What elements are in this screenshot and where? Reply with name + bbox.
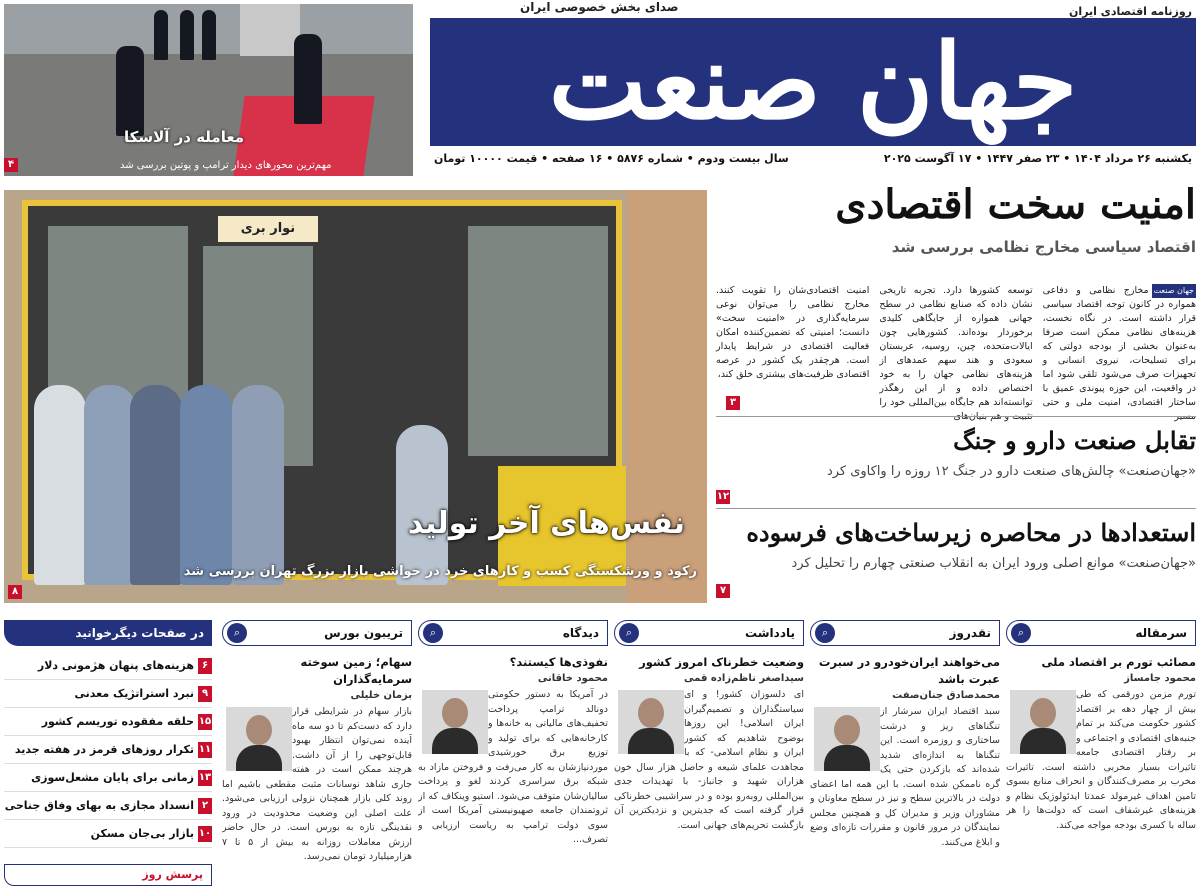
masthead — [430, 0, 1196, 176]
column-author: محمدصادق جنان‌صفت — [892, 690, 1000, 701]
column-body: ای دلسوزان کشور! و ای سیاستگذاران و تصمیم‌گیران ایران اسلامی! این روزها بوضوح شاهدیم که کشور ایران و نظام اسلامی- که با مجاهدت علمای شیعه و حاصل هزار سال خون هزاران شهید و جانباز- با تهدیدات جدی بین‌المللی روبه‌رو بوده و در سراشیبی خطرناکی قرار گرفته است که جدیترین و نزدیکترین آن بازگشت تحریم‌های جهانی است. — [614, 689, 804, 831]
author-portrait — [814, 707, 880, 771]
divider — [716, 416, 1196, 417]
column-body: بازار سهام در شرایطی قرار دارد که دست‌کم تا دو سه ماه آینده نمی‌توان انتظار بهبود قابل‌توجهی را از آن داشت. هرچند ممکن است در هفته جاری شاهد نوسانات مثبت مقطعی باشیم اما روند کلی بازار همچنان نزولی ارزیابی می‌شود. علت اصلی این وضعیت محدودیت در ورود نقدینگی تازه به بورس است. در حال حاضر ارزش معاملات روزانه به بیش از ۵ تا ۷ هزارمیلیارد تومان نمی‌رسد. — [222, 706, 412, 862]
page-number-badge: ۸ — [8, 585, 22, 599]
photo-title: نفس‌های آخر تولید — [407, 506, 685, 541]
aircraft-stairs — [240, 4, 300, 56]
page-number-badge: ۹ — [198, 686, 212, 702]
page-number-badge: ۱۱ — [198, 742, 212, 758]
newspaper-type: روزنامه اقتصادی ایران — [1069, 5, 1192, 18]
page-number-badge: ۳ — [726, 396, 740, 410]
opinion-column[interactable] — [418, 620, 608, 886]
lead-story[interactable] — [716, 180, 1196, 256]
other-pages-title: در صفحات دیگرخوانید — [4, 620, 212, 646]
page-number-badge: ۴ — [4, 158, 18, 172]
column-header: نقدروز ⌕ — [810, 620, 1000, 646]
page-number-badge: ۱۲ — [716, 491, 730, 502]
shop-window — [468, 226, 608, 456]
lead-column-2: توسعه کشورها دارد. تجربه تاریخی نشان داده که صنایع نظامی در سطح جهانی همواره از جایگاهی کلیدی برخوردار بوده‌اند. کشورهایی چون ایالات‌متحده، چین، روسیه، عربستان سعودی و هند سهم عمدهای از هزینه‌های نظامی جهان را به خود اختصاص داده و از این رهگذر توانسته‌اند هم جایگاه بین‌المللی خود را — [879, 285, 1033, 408]
column-author: محمود خاقانی — [537, 673, 608, 684]
column-title: می‌خواهند ایران‌خودرو در سبرت عبرت باشد — [818, 655, 1000, 686]
author-portrait — [226, 707, 292, 771]
list-item[interactable]: ۱۰ بازار بی‌جان مسکن — [4, 820, 212, 848]
column-author: سیداصغر ناظم‌زاده قمی — [684, 673, 804, 684]
person-figure — [116, 46, 144, 136]
column-author: بزمان خلیلی — [350, 690, 412, 701]
photo-title: معامله در آلاسکا — [124, 128, 245, 146]
lead-subheadline: اقتصاد سیاسی مخارج نظامی بررسی شد — [891, 238, 1196, 256]
fabric-roll — [396, 425, 448, 585]
person-figure — [154, 10, 168, 60]
list-item[interactable]: ۶ هزینه‌های پنهان هژمونی دلار — [4, 652, 212, 680]
main-photo-story[interactable] — [4, 190, 707, 603]
top-photo-story[interactable] — [4, 4, 413, 176]
tagline: صدای بخش خصوصی ایران — [520, 0, 679, 14]
story-item[interactable] — [716, 424, 1196, 504]
page-number-badge: ۱۵ — [198, 714, 212, 730]
author-portrait — [1010, 690, 1076, 754]
fabric-roll — [232, 385, 284, 585]
list-item[interactable]: ۱۱ تکرار روزهای قرمز در هفته جدید — [4, 736, 212, 764]
column-title: مصائب تورم بر اقتصاد ملی — [1041, 655, 1196, 669]
page-number-badge: ۱۰ — [198, 826, 212, 842]
question-of-day[interactable]: پرسش روز — [4, 864, 212, 886]
list-item[interactable]: ۱۳ زمانی برای پایان مشعل‌سوزی — [4, 764, 212, 792]
fabric-roll — [180, 385, 232, 585]
story-headline: تقابل صنعت دارو و جنگ — [953, 426, 1196, 455]
date-text: یکشنبه ۲۶ مرداد ۱۴۰۴ • ۲۳ صفر ۱۴۴۷ • ۱۷ آگوست ۲۰۲۵ — [883, 152, 1192, 165]
person-figure — [294, 34, 322, 124]
list-item[interactable]: ۲ انسداد مجازی به بهای وفاق جناحی — [4, 792, 212, 820]
column-body: در آمریکا به دستور حکومتی دونالد ترامپ پرداخت تخفیف‌های مالیاتی به خانه‌ها و کارخانه‌هایی که برای تولید و توزیع برق خورشیدی موردنیازشان به کار می‌رفت و فروختن مازاد به شبکه برق سراسری کردند لغو و پرداخت سالیان‌شان متوقف می‌شود. استیو وینکاف که از ثروتمندان جامعه صهیونیستی آمریکا است از سوی دولت ترامپ به ریاست ارزیابی و تصرف... — [418, 689, 608, 845]
fabric-roll — [130, 385, 182, 585]
opinion-column[interactable] — [1006, 620, 1196, 886]
opinion-column[interactable] — [222, 620, 412, 886]
column-title: وضعیت خطرناک امروز کشور — [639, 655, 804, 669]
page-number-badge: ۱۳ — [198, 770, 212, 786]
logo-text: جهان صنعت — [548, 20, 1078, 143]
story-headline: استعدادها در محاصره زیرساخت‌های فرسوده — [746, 518, 1196, 547]
person-figure — [202, 10, 216, 60]
dateline — [434, 152, 1192, 165]
other-pages-box — [4, 620, 212, 886]
author-portrait — [618, 690, 684, 754]
fabric-roll — [34, 385, 86, 585]
column-body: تورم مزمن دورقمی که طی بیش از چهار دهه بر اقتصاد کشور حکومت می‌کند بر تمام جنبه‌های اقتصادی و اجتماعی و بر رفتار اقتصادی جامعه تاثیرات بسیار مخربی داشته است. تاثیرات مخرب بر مصرف‌کنندگان و انحراف منابع بسوی تامین اهداف غیرمولد عمدتا ایدئولوژیک نظام و هزینه‌های غیرشفاف است که دولت‌ها را هر ساله با کسری بودجه مواجه می‌کند. — [1006, 689, 1196, 831]
column-header: سرمقاله ⌕ — [1006, 620, 1196, 646]
magnifier-icon: ⌕ — [815, 623, 835, 643]
fabric-roll — [84, 385, 136, 585]
magnifier-icon: ⌕ — [423, 623, 443, 643]
magnifier-icon: ⌕ — [619, 623, 639, 643]
story-summary: «جهان‌صنعت» موانع اصلی ورود ایران به انقلاب صنعتی چهارم را تحلیل کرد — [791, 555, 1196, 571]
lead-column-3: امنیت اقتصادی‌شان را تقویت کنند. مخارج نظامی را می‌توان نوعی سرمایه‌گذاری در «امنیت سخت» دانست؛ امنیتی که تضمین‌کننده امکان فعالیت اقتصادی در شرایط پایدار است. هرچقدر یک کشور در عرصه اقتصادی ظرفیت‌های بیشتری خلق کند، — [716, 285, 870, 380]
column-author: محمود جامساز — [1124, 673, 1196, 684]
story-item[interactable] — [716, 516, 1196, 600]
magnifier-icon: ⌕ — [1011, 623, 1031, 643]
column-title: نفوذی‌ها کیستند؟ — [509, 655, 608, 669]
column-header: دیدگاه ⌕ — [418, 620, 608, 646]
lead-column-1: جهان صنعتمخارج نظامی و دفاعی همواره در کانون توجه اقتصاد سیاسی قرار داشته است. در نگاه نخست، هزینه‌های نظامی ممکن است صرفا به‌عنوان بخشی از بودجه دولتی که برای تسلیحات، نیروی انسانی و تجهیزات صرف می‌شود تلقی شود اما در واقعیت، این حوزه پیوندی عمیق با ساختار اقتصادی، امنیت ملی و حتی — [1042, 285, 1196, 408]
lead-story-body — [716, 284, 1196, 408]
other-pages-list — [4, 652, 212, 848]
list-item[interactable]: ۹ نبرد استراتژیک معدنی — [4, 680, 212, 708]
opinion-column[interactable] — [614, 620, 804, 886]
lead-headline: امنیت سخت اقتصادی — [835, 181, 1196, 228]
photo-subtitle: رکود و ورشکستگی کسب و کارهای خرد در حواشی بازار بزرگ تهران بررسی شد — [183, 564, 697, 579]
magnifier-icon: ⌕ — [227, 623, 247, 643]
column-title: سهام؛ زمین سوخته سرمایه‌گذاران — [300, 655, 412, 686]
shop-sign: نوار بری — [218, 216, 318, 242]
list-item[interactable]: ۱۵ حلقه مفقوده توریسم کشور — [4, 708, 212, 736]
mini-logo: جهان صنعت — [1152, 284, 1196, 298]
column-body: سبد اقتصاد ایران سرشار از تنگناهای ریز و درشت ساختاری و روزمره است. این تنگناها به اندازه‌ای شدید شده‌اند که بازکردن حتی یک گره ناممکن شده است. با این همه اما اعضای دولت در بالاترین سطح و نیز در سطح معاونان و مشاوران وزیر و مدیران کل و همچنین مجلس نمایندگان در مرور قانون و مقررات تازه‌ای وضع و ابلاغ می‌کنند. — [810, 706, 1000, 848]
brick-wall — [627, 190, 707, 603]
page-number-badge: ۶ — [198, 658, 212, 674]
page-number-badge: ۷ — [716, 584, 730, 598]
story-summary: «جهان‌صنعت» چالش‌های صنعت دارو در جنگ ۱۲ روزه را واکاوی کرد — [826, 463, 1196, 479]
photo-subtitle: مهم‌ترین محورهای دیدار ترامپ و پوتین بررسی شد — [120, 160, 332, 171]
column-header: تریبون بورس ⌕ — [222, 620, 412, 646]
newspaper-logo[interactable] — [430, 18, 1196, 146]
opinion-column[interactable] — [810, 620, 1000, 886]
person-figure — [180, 10, 194, 60]
author-portrait — [422, 690, 488, 754]
issue-info: سال بیست ودوم • شماره ۵۸۷۶ • ۱۶ صفحه • قیمت ۱۰۰۰۰ تومان — [434, 152, 789, 165]
column-header: یادداشت ⌕ — [614, 620, 804, 646]
divider — [716, 508, 1196, 509]
page-number-badge: ۲ — [198, 798, 212, 814]
